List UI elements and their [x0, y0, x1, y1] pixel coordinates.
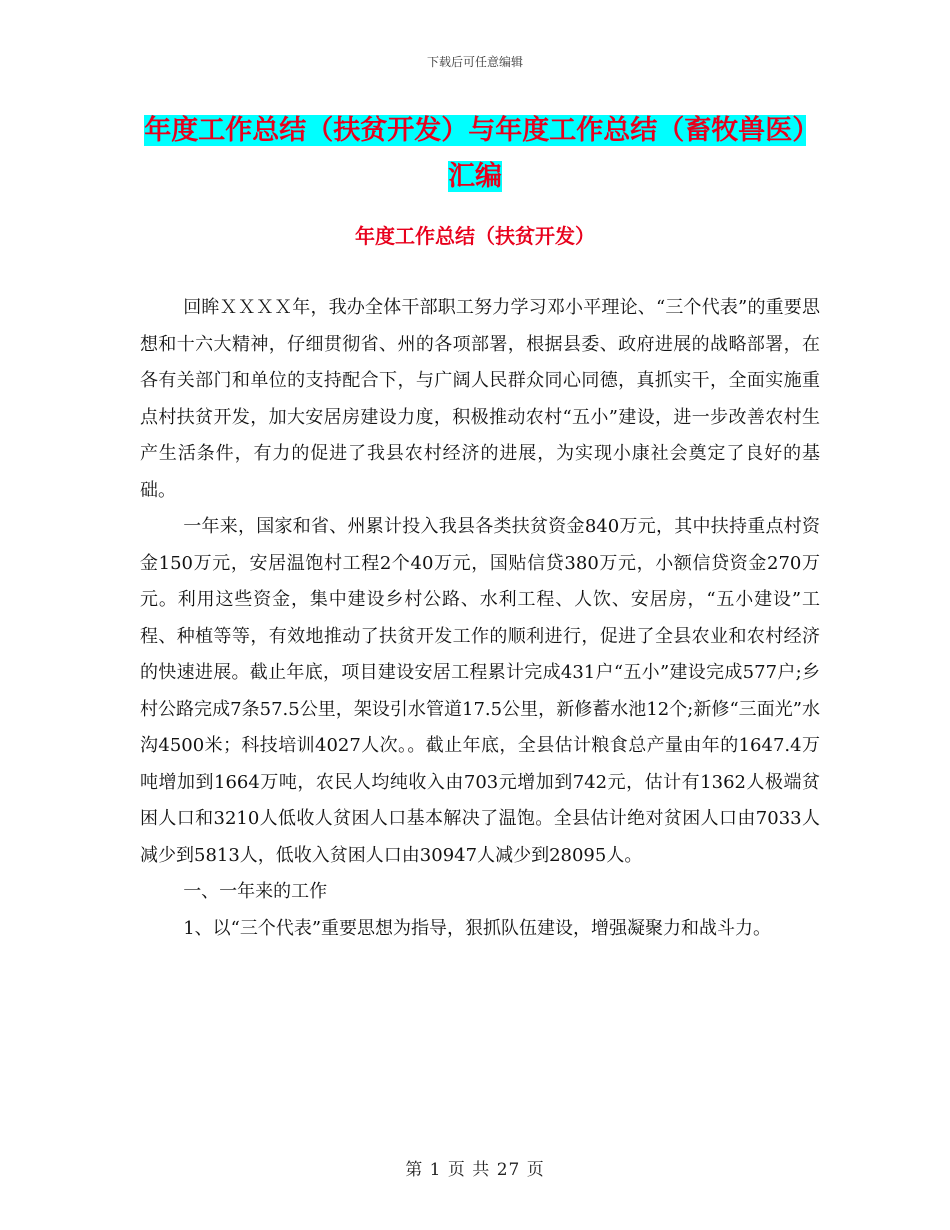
paragraph-intro: 回眸ＸＸＸＸ年，我办全体干部职工努力学习邓小平理论、“三个代表”的重要思想和十六大精神，仔细贯彻省、州的各项部署，根据县委、政府进展的战略部署，在各有关部门和单位的支持配合下，与广阔人民群众同心同德，真抓实干，全面实施重点村扶贫开发，加大安居房建设力度，积极推动农村“五小”建设，进一步改善农村生产生活条件，有力的促进了我县农村经济的进展，为实现小康社会奠定了良好的基础。 [140, 297, 820, 501]
paragraph-item-1: 1、以“三个代表”重要思想为指导，狠抓队伍建设，增强凝聚力和战斗力。 [183, 917, 772, 939]
section-title: 年度工作总结（扶贫开发） [355, 224, 595, 248]
document-body [140, 290, 820, 947]
paragraph-funding: 一年来，国家和省、州累计投入我县各类扶贫资金840万元，其中扶持重点村资金150万元，安居温饱村工程2个40万元，国贴信贷380万元，小额信贷资金270万元。利用这些资金，集中建设乡村公路、水利工程、人饮、安居房，“五小建设”工程、种植等等，有效地推动了扶贫开发工作的顺利进行，促进了全县农业和农村经济的快速进展。截止年底，项目建设安居工程累计完成431户“五小”建设完成577户;乡村公路完成7条57.5公里，架设引水管道17.5公里，新修蓄水池12个;新修“三面光”水沟4500米；科技培训4027人次。。截止年底，全县估计粮食总产量由年的1647.4万吨增加到1664万吨，农民人均纯收入由703元增加到742元，估计有1362人极端贫困人口和3210人低收人贫困人口基本解决了温饱。全县估计绝对贫困人口由7033人减少到5813人，低收入贫困人口由30947人减少到28095人。 [140, 516, 820, 866]
page-header: 下载后可任意编辑 [426, 55, 523, 69]
section-heading-work: 一、一年来的工作 [183, 881, 328, 902]
page-footer: 第 1 页 共 27 页 [405, 1160, 545, 1180]
document-title-text: 年度工作总结（扶贫开发）与年度工作总结（畜牧兽医）汇编 [144, 115, 806, 192]
document-title [140, 108, 810, 200]
